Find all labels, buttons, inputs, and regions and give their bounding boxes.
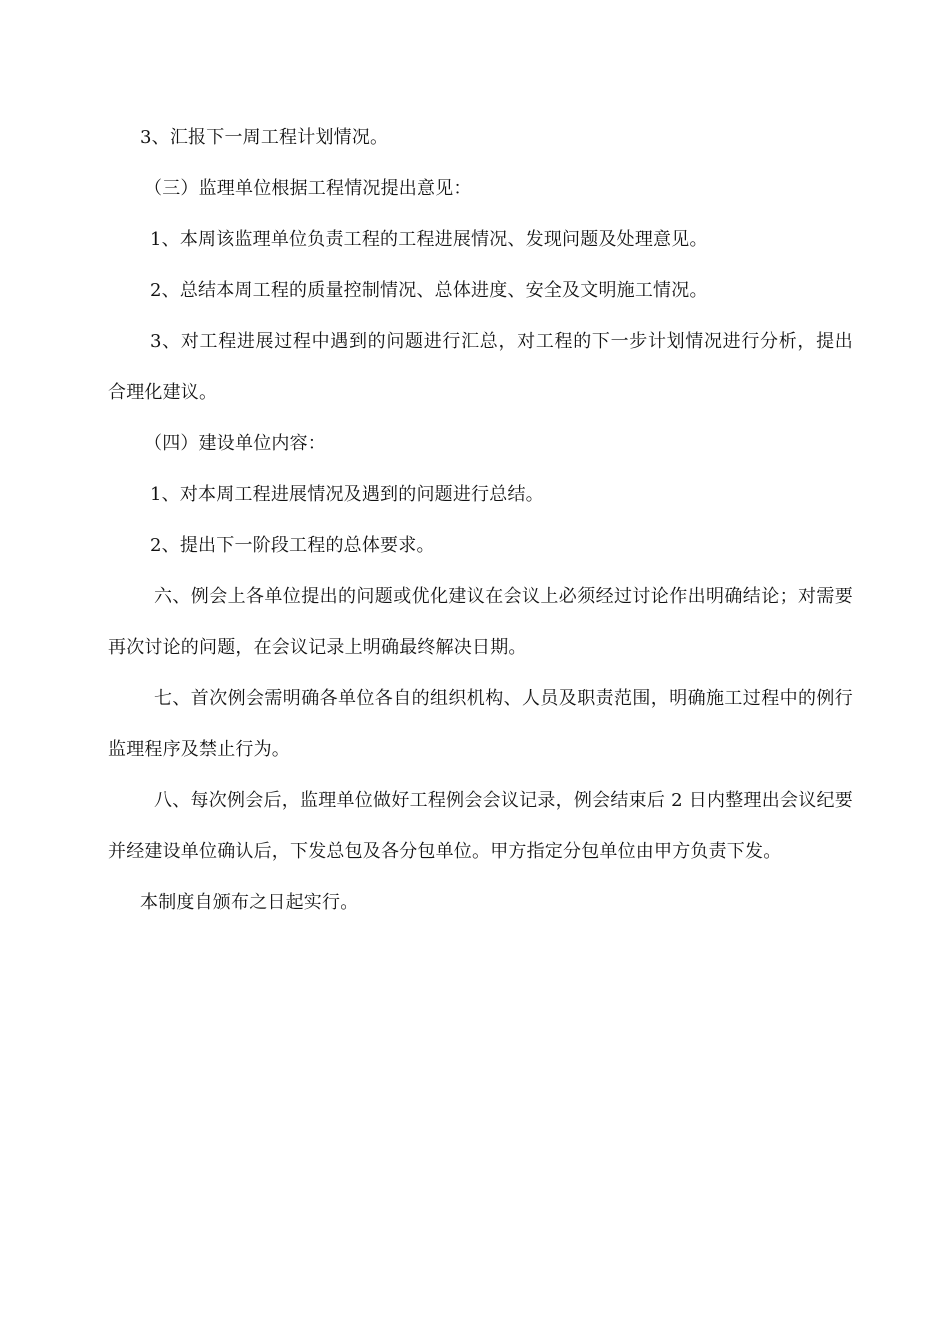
paragraph-section-six: 六、例会上各单位提出的问题或优化建议在会议上必须经过讨论作出明确结论；对需要再次讨论的问题，在会议记录上明确最终解决日期。 (108, 586, 853, 658)
paragraph-section-seven: 七、首次例会需明确各单位各自的组织机构、人员及职责范围，明确施工过程中的例行监理程序及禁止行为。 (108, 688, 853, 760)
paragraph-owner-item-2: 2、提出下一阶段工程的总体要求。 (150, 535, 435, 556)
paragraph-effective-date: 本制度自颁布之日起实行。 (140, 892, 359, 913)
paragraph-section-eight: 八、每次例会后，监理单位做好工程例会会议记录，例会结束后 2 日内整理出会议纪要并经建设单位确认后，下发总包及各分包单位。甲方指定分包单位由甲方负责下发。 (108, 790, 853, 862)
heading-supervisor-opinions: （三）监理单位根据工程情况提出意见： (144, 178, 472, 199)
paragraph-supervisor-item-1: 1、本周该监理单位负责工程的工程进展情况、发现问题及处理意见。 (150, 229, 708, 250)
paragraph-owner-item-1: 1、对本周工程进展情况及遇到的问题进行总结。 (150, 484, 544, 505)
heading-owner-content: （四）建设单位内容： (144, 433, 326, 454)
paragraph-report-next-week-plan: 3、汇报下一周工程计划情况。 (140, 127, 389, 148)
paragraph-supervisor-item-2: 2、总结本周工程的质量控制情况、总体进度、安全及文明施工情况。 (150, 280, 708, 301)
paragraph-supervisor-item-3: 3、对工程进展过程中遇到的问题进行汇总，对工程的下一步计划情况进行分析，提出合理化建议。 (108, 331, 853, 403)
document-body (108, 112, 853, 928)
